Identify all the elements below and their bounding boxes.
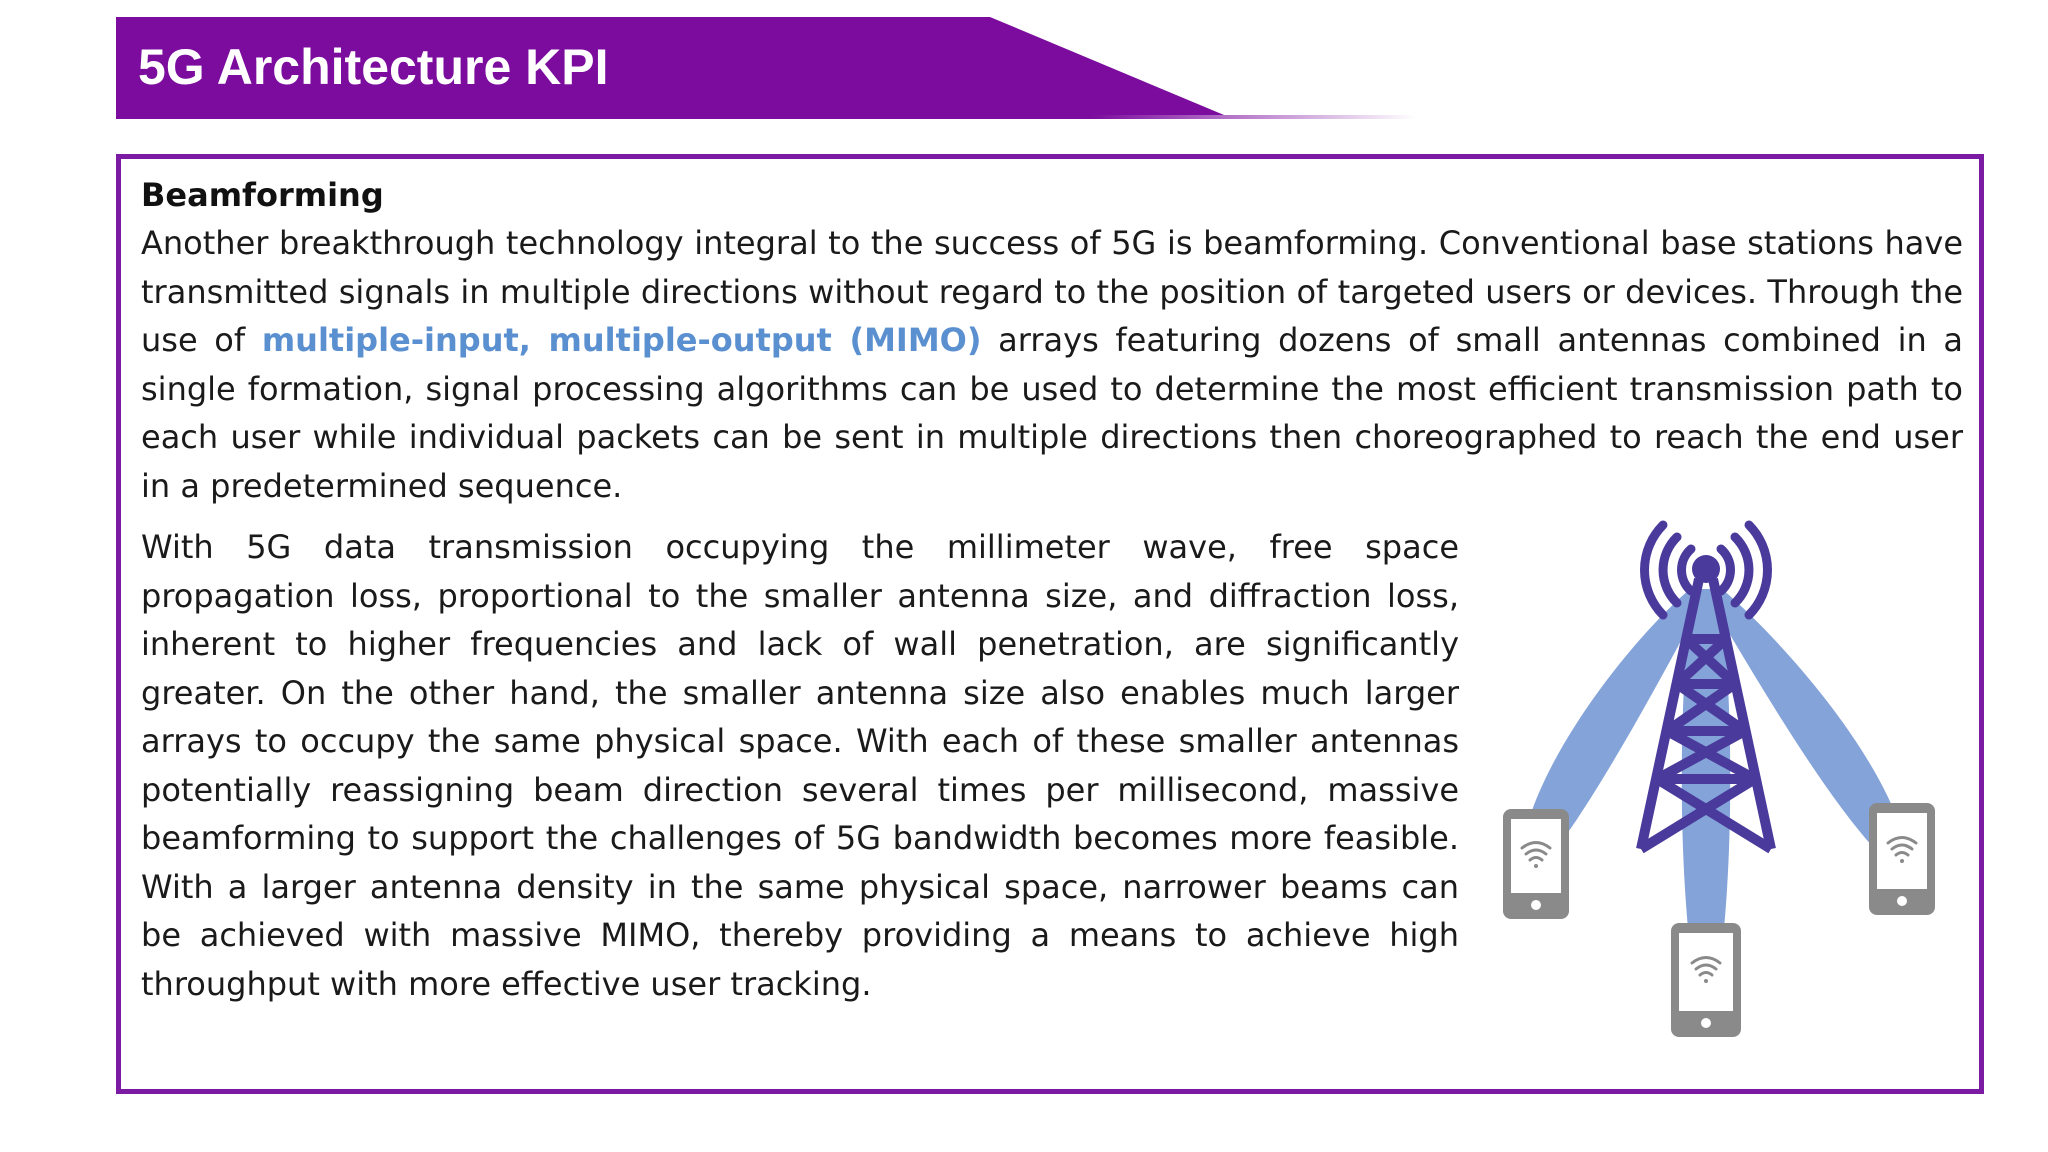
paragraph-mmwave: With 5G data transmission occupying the millimeter wave, free space propagation loss, proportional to the smaller antenna size, and diffraction loss, inherent to higher frequencies and lack of wall penetration, are significantly greater. On the other hand, the smaller antenna size also enables much larger arrays to occupy the same physical space. With each of these smaller antennas potentially reassigning beam direction several times per millisecond, massive beamforming to support the challenges of 5G bandwidth becomes more feasible. With a larger antenna density in the same physical space, narrower beams can be achieved with massive MIMO, thereby providing a means to achieve high throughput with more effective user tracking. — [141, 528, 1459, 1003]
beamforming-illustration — [1491, 509, 1951, 1049]
paragraph-intro-start: Another breakthrough technology integral to the success of 5G is beamforming. Conventional base stations have transmitted signals in multiple directions without regard to the position of targeted users or devices. Through the use of — [141, 224, 1963, 359]
phone-icon — [1869, 803, 1935, 915]
content-box — [116, 154, 1984, 1094]
section-heading: Beamforming — [141, 176, 384, 214]
title-banner — [116, 17, 1416, 119]
paragraph-intro — [141, 219, 1963, 510]
mimo-highlight: multiple-input, multiple-output (MIMO) — [261, 321, 982, 359]
phone-icon — [1671, 923, 1741, 1037]
phone-icon — [1503, 809, 1569, 919]
paragraph-intro-end: arrays featuring dozens of small antennas combined in a single formation, signal processing algorithms can be used to determine the most efficient transmission path to each user while individual packets can be sent in multiple directions then choreographed to reach the end user in a predetermined sequence. — [141, 321, 1964, 505]
page-title: 5G Architecture KPI — [138, 39, 609, 95]
